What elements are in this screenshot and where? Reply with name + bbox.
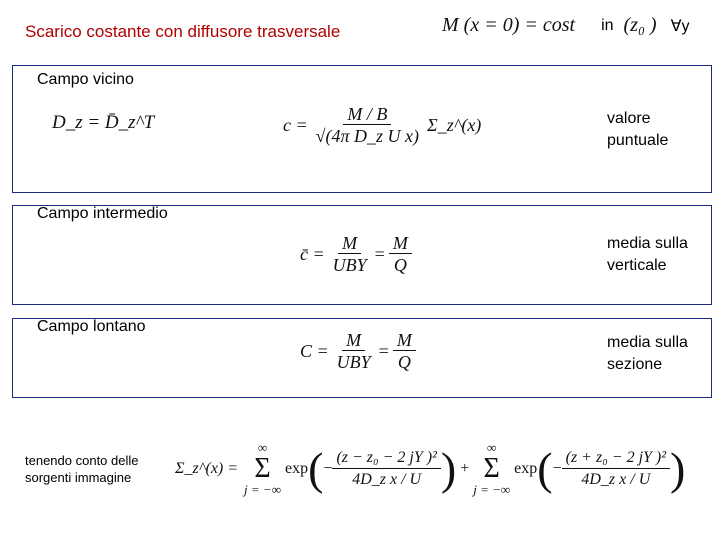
series-term1-fraction (332, 448, 440, 491)
side-text-vicino-line1: valore (607, 110, 651, 127)
far-field-num2: M (393, 330, 416, 351)
sum2-sigma-icon: Σ (483, 453, 500, 484)
near-field-sigma: Σ_z^(x) (427, 115, 482, 135)
near-field-fraction (312, 104, 423, 147)
far-field-fraction-2 (393, 330, 416, 373)
intermediate-field-formula (300, 233, 412, 276)
header-forall: ∀y (670, 17, 690, 35)
intermediate-fraction-2 (389, 233, 412, 276)
side-text-vicino-line2: puntuale (607, 132, 669, 149)
intermediate-num2: M (389, 233, 412, 254)
right-paren-1: ) (440, 443, 457, 494)
intermediate-equals: = (374, 244, 385, 264)
side-text-lontano (607, 332, 688, 376)
header-in-text: in (601, 16, 614, 34)
sum2-lower: j = −∞ (473, 482, 511, 497)
header-condition-lhs: M (x = 0) = cost (442, 14, 576, 36)
far-field-num1: M (342, 330, 365, 351)
series-exp-2: exp (514, 460, 538, 477)
side-text-lontano-line1: media sulla (607, 334, 688, 351)
intermediate-fraction-1 (329, 233, 371, 276)
side-text-lontano-line2: sezione (607, 356, 663, 373)
series-sum-1 (244, 440, 281, 498)
left-paren-2: ( (537, 443, 553, 494)
slide-title: Scarico costante con diffusore trasversale (25, 22, 341, 41)
series-plus: + (460, 460, 470, 477)
series-term2-den: 4D_z x / U (581, 470, 651, 488)
series-exp-1: exp (284, 460, 309, 477)
series-term2-fraction (562, 448, 670, 491)
side-text-vicino (607, 108, 668, 152)
note-line1: tenendo conto delle (25, 453, 139, 468)
side-text-intermedio-line1: media sulla (607, 235, 688, 252)
far-field-formula (300, 330, 416, 373)
section-label-intermedio: Campo intermedio (37, 205, 168, 222)
series-term1-den: 4D_z x / U (352, 470, 422, 488)
near-field-formula (283, 104, 481, 147)
near-field-numerator: M / B (343, 104, 391, 125)
sum1-upper: ∞ (257, 440, 268, 455)
side-text-intermedio (607, 233, 688, 277)
image-sources-note (25, 452, 138, 486)
sum1-lower: j = −∞ (244, 482, 281, 497)
far-field-equals: = (378, 341, 389, 361)
intermediate-num1: M (338, 233, 361, 254)
diffusion-equality-formula: D_z = D̄_z^T (52, 112, 155, 133)
series-term2-num: (z + z₀ − 2 jY )² (562, 448, 670, 469)
header-range: (z₀ ) (623, 14, 657, 36)
note-line2: sorgenti immagine (25, 470, 132, 485)
side-text-intermedio-line2: verticale (607, 257, 667, 274)
right-paren-2: ) (670, 443, 686, 494)
image-series-formula: Σ_z^(x) = ∞ Σ j = −∞ exp ( − $\frac{\text{(z − z₀ − 2 jY )²}}{\text{4D\_z x / U}}$ ) + ∞ Σ j = −∞ exp ( − $\frac{\text{(z + z₀ − 2 jY )²}}{\text{4D\_z x / U}}$ ) (175, 440, 686, 497)
far-field-den1: UBY (336, 352, 371, 372)
series-lhs: Σ_z^(x) = (175, 460, 239, 477)
left-paren-1: ( (308, 443, 324, 494)
series-term1-num: (z − z₀ − 2 jY )² (332, 448, 440, 469)
far-field-den2: Q (397, 352, 411, 372)
series-sum-2 (473, 440, 510, 498)
sum1-sigma-icon: Σ (254, 453, 271, 484)
header-condition (442, 14, 690, 37)
sum2-upper: ∞ (487, 440, 497, 455)
far-field-lhs: C = (300, 341, 329, 361)
near-field-lhs: c = (283, 115, 308, 135)
intermediate-lhs: c̄ = (300, 244, 325, 264)
near-field-denominator: √(4π D_z U x) (315, 126, 420, 146)
intermediate-den1: UBY (332, 255, 367, 275)
section-label-vicino: Campo vicino (37, 71, 134, 88)
far-field-fraction-1 (333, 330, 375, 373)
intermediate-den2: Q (393, 255, 407, 275)
section-label-lontano: Campo lontano (37, 318, 146, 335)
